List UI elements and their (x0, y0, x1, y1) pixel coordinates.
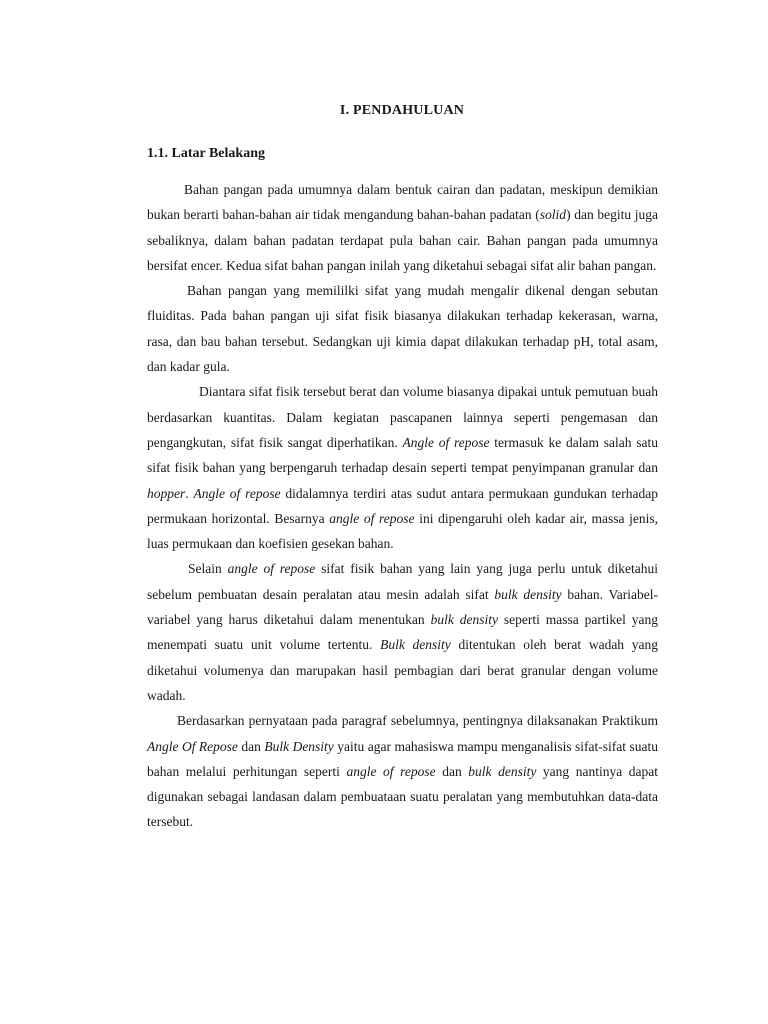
italic-term: Angle of repose (193, 485, 281, 501)
text-run: ditentukan oleh berat wadah yang diketahui volumenya dan marupakan hasil pembagian dari berat granular dengan volume wadah. (147, 637, 659, 703)
italic-term: angle of repose (227, 561, 316, 577)
text-run: Bahan pangan yang memililki sifat yang mudah mengalir dikenal dengan sebutan fluiditas. Pada bahan pangan uji sifat fisik biasanya dilakukan terhadap kekerasan, warna, rasa, dan bau bahan tersebut. Sedangkan uji kimia dapat dilakukan terhadap pH, total asam, dan kadar gula. (147, 283, 658, 375)
italic-term: angle of repose (346, 763, 436, 779)
text-run: dan (435, 763, 469, 779)
chapter-title: I. PENDAHULUAN (339, 103, 465, 118)
text-run: Diantara sifat fisik tersebut berat dan volume biasanya dipakai untuk pemutuan buah berdasarkan kuantitas. Dalam kegiatan pascapanen lainnya seperti pengemasan dan pengangkutan, sifat fisik sangat diperhatikan. (147, 384, 658, 450)
italic-term: Angle of repose (402, 434, 490, 450)
italic-term: bulk density (494, 586, 562, 602)
text-run: yaitu agar mahasiswa mampu menganalisis sifat-sifat suatu bahan melalui perhitungan seperti (147, 738, 658, 779)
paragraph-4 (147, 556, 658, 708)
text-run: termasuk ke dalam salah satu sifat fisik bahan yang berpengaruh terhadap desain seperti tempat penyimpanan granular dan (147, 434, 658, 476)
italic-term: angle of repose (329, 510, 415, 526)
text-run: seperti massa partikel yang menempati suatu unit volume tertentu. (147, 612, 659, 653)
italic-term: solid (539, 207, 567, 223)
italic-term: Bulk density (380, 637, 451, 653)
section-title: 1.1. Latar Belakang (147, 146, 265, 161)
text-run: ) dan begitu juga sebaliknya, dalam bahan padatan terdapat pula bahan cair. Bahan pangan pada umumnya bersifat encer. Kedua sifat bahan pangan inilah yang diketahui sebagai sifat alir bahan pangan. (147, 207, 658, 273)
paragraph-1 (147, 177, 658, 278)
italic-term: bulk density (430, 612, 498, 628)
text-run: yang nantinya dapat digunakan sebagai landasan dalam pembuataan suatu peralatan yang membutuhkan data-data tersebut. (147, 763, 659, 830)
text-run: ini dipengaruhi oleh kadar air, massa jenis, luas permukaan dan koefisien gesekan bahan. (147, 510, 659, 552)
text-run: dan (237, 738, 265, 754)
text-run: Selain (188, 561, 228, 577)
italic-term: hopper (147, 485, 186, 501)
paragraph-2 (147, 278, 658, 379)
text-run: . (185, 485, 194, 501)
italic-term: Bulk Density (264, 738, 334, 754)
text-run: Bahan pangan pada umumnya dalam bentuk cairan dan padatan, meskipun demikian bukan berarti bahan-bahan air tidak mengandung bahan-bahan padatan ( (147, 182, 658, 223)
text-run: sifat fisik bahan yang lain yang juga perlu untuk diketahui sebelum pembuatan desain peralatan atau mesin adalah sifat (147, 561, 659, 602)
text-run: didalamnya terdiri atas sudut antara permukaan gundukan terhadap permukaan horizontal. Besarnya (147, 485, 658, 526)
italic-term: bulk density (468, 763, 537, 779)
text-run: bahan. Variabel-variabel yang harus diketahui dalam menentukan (147, 586, 659, 628)
paragraph-5 (147, 708, 658, 834)
text-run: Berdasarkan pernyataan pada paragraf sebelumnya, pentingnya dilaksanakan Praktikum (177, 713, 658, 729)
body-text (147, 177, 658, 835)
paragraph-3 (147, 379, 658, 556)
italic-term: Angle Of Repose (147, 738, 238, 754)
